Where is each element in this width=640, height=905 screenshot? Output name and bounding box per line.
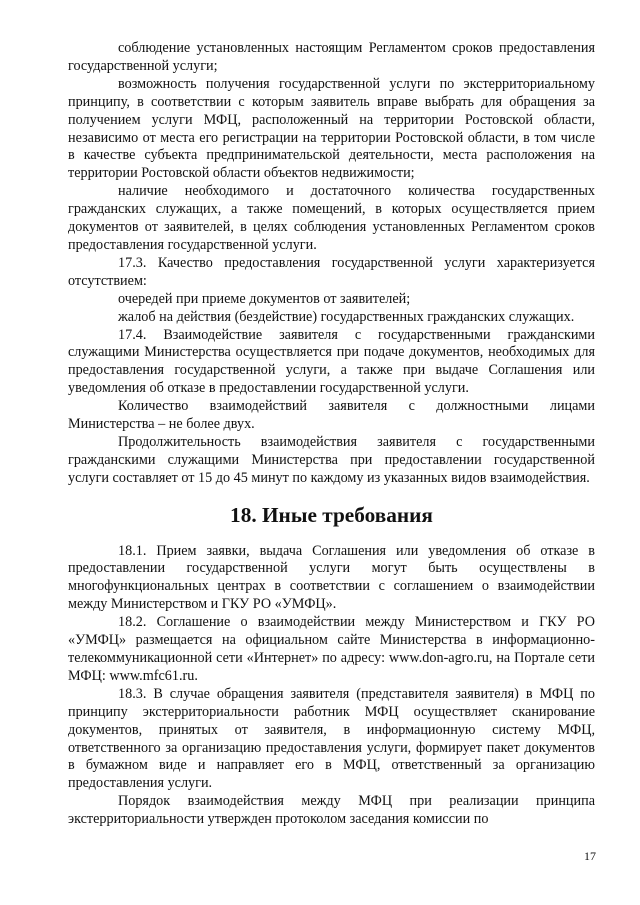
document-page — [68, 40, 595, 829]
paragraph: жалоб на действия (бездействие) государственных гражданских служащих. — [118, 308, 575, 325]
paragraph: Продолжительность взаимодействия заявителя с государственными гражданскими служащими Министерства при предоставлении государственной услуги составляет от 15 до 45 минут по каждому из указанных видов взаимодействия. — [68, 433, 595, 486]
paragraph: очередей при приеме документов от заявителей; — [118, 290, 411, 307]
paragraph: соблюдение установленных настоящим Регламентом сроков предоставления государственной услуги; — [68, 40, 595, 74]
page-number: 17 — [584, 849, 596, 863]
paragraph: 17.4. Взаимодействие заявителя с государственными гражданскими служащими Министерства осуществляется при подаче документов, необходимых для предоставления государственной услуги, а также при выдаче Соглашения или уведомления об отказе в предоставлении государственной услуги. — [68, 326, 595, 397]
paragraph: 18.3. В случае обращения заявителя (представителя заявителя) в МФЦ по принципу экстерриториальности работник МФЦ осуществляет сканирование документов, принятых от заявителя, в информационную систему МФЦ, ответственного за организацию предоставления услуги, формирует пакет документов в бумажном виде и направляет его в МФЦ, ответственный за организацию предоставления услуги. — [68, 685, 595, 792]
paragraph: Количество взаимодействий заявителя с должностными лицами Министерства – не более двух. — [68, 398, 595, 433]
paragraph: 18.2. Соглашение о взаимодействии между Министерством и ГКУ РО «УМФЦ» размещается на официальном сайте Министерства в информационно-телекоммуникационной сети «Интернет» по адресу: www.don-agro.ru, на Портале сети МФЦ: www.mfc61.ru. — [68, 614, 595, 684]
paragraph: 18.1. Прием заявки, выдача Соглашения или уведомления об отказе в предоставлении государственной услуги могут быть осуществлены в многофункциональных центрах в соответствии с соглашением о взаимодействии между Министерством и ГКУ РО «УМФЦ». — [68, 542, 595, 613]
paragraph: наличие необходимого и достаточного количества государственных гражданских служащих, а также помещений, в которых осуществляется прием документов от заявителей, в целях соблюдения установленных Регламентом сроков предоставления государственной услуги. — [68, 183, 595, 253]
paragraph: возможность получения государственной услуги по экстерриториальному принципу, в соответствии с которым заявитель вправе выбрать для обращения за получением услуги МФЦ, расположенный на территории Ростовской области, независимо от места его регистрации на территории Ростовской области, в том числе в качестве субъекта предпринимательской деятельности, места расположения на территории Ростовской области объектов недвижимости; — [68, 75, 595, 182]
paragraph: Порядок взаимодействия между МФЦ при реализации принципа экстерриториальности утвержден протоколом заседания комиссии по — [68, 793, 595, 828]
section-heading: 18. Иные требования — [230, 502, 433, 527]
paragraph: 17.3. Качество предоставления государственной услуги характеризуется отсутствием: — [68, 254, 595, 289]
